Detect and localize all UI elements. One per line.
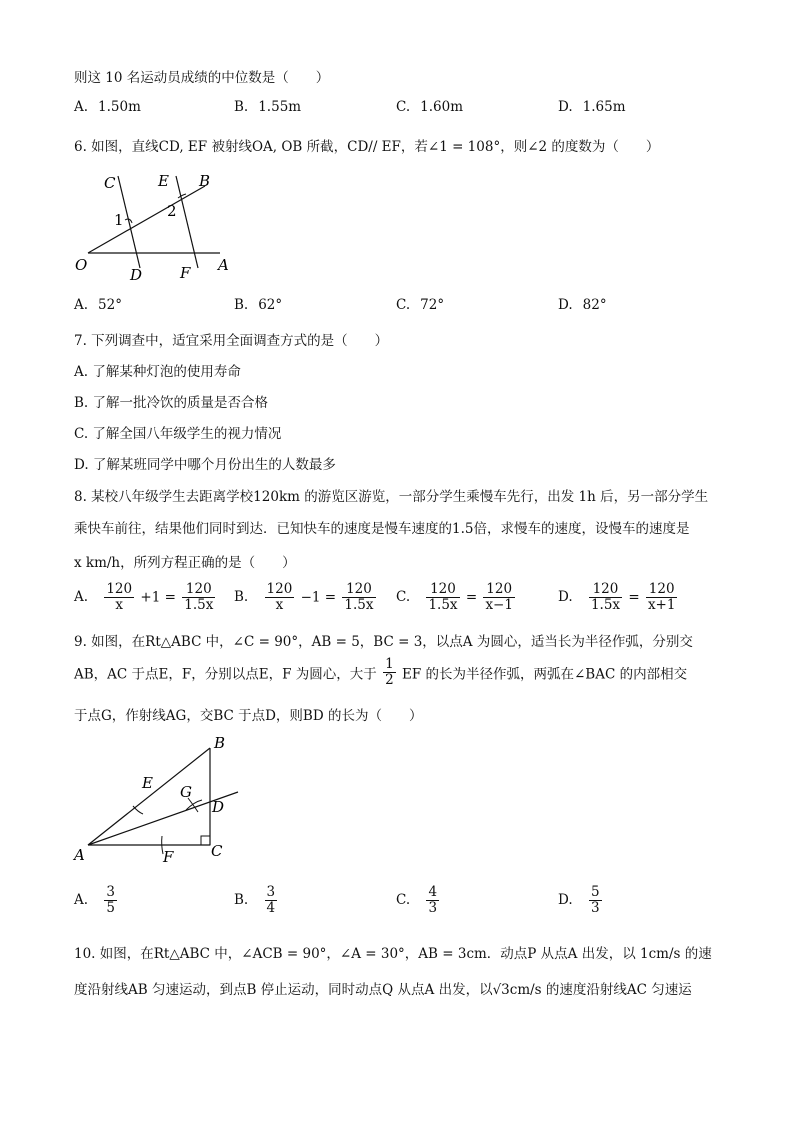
q6-figure <box>70 168 250 288</box>
q6-stem: 6. 如图，直线CD, EF 被射线OA, OB 所截，CD// EF，若∠1 = 108°，则∠2 的度数为（ ） <box>74 139 660 155</box>
q7-option-b: B. 了解一批冷饮的质量是否合格 <box>74 395 269 411</box>
q10-line-1: 10. 如图，在Rt△ABC 中，∠ACB = 90°，∠A = 30°，AB = 3cm．动点P 从点A 出发，以 1cm/s 的速 <box>74 946 712 962</box>
q5-option-a: A. 1.50m <box>74 99 141 115</box>
q6-label-f: F <box>180 264 191 282</box>
q5-option-c: C. 1.60m <box>396 99 464 115</box>
q9-label-d: D <box>212 798 225 816</box>
q5-option-b: B. 1.55m <box>234 99 302 115</box>
q8-line-3: x km/h，所列方程正确的是（ ） <box>74 555 296 571</box>
q9-label-g: G <box>180 783 192 801</box>
q9-label-f: F <box>163 848 174 866</box>
q8-line-2: 乘快车前往，结果他们同时到达．已知快车的速度是慢车速度的1.5倍，求慢车的速度，设慢车的速度是 <box>74 521 690 537</box>
q8-option-d: D. $\frac{120}{1.5x}$ = $\frac{120}{x+1}$ <box>558 581 676 613</box>
q9-figure <box>70 730 260 870</box>
q7-option-a: A. 了解某种灯泡的使用寿命 <box>74 364 241 380</box>
q9-option-d: D. $\frac{5}{3}$ <box>558 884 600 916</box>
q7-stem: 7. 下列调查中，适宜采用全面调查方式的是（ ） <box>74 333 389 349</box>
q6-label-c: C <box>104 174 116 192</box>
q6-label-o: O <box>75 256 88 274</box>
q9-label-b: B <box>214 734 226 752</box>
q9-option-c: C. $\frac{4}{3}$ <box>396 884 438 916</box>
q9-line-1: 9. 如图，在Rt△ABC 中，∠C = 90°，AB = 5，BC = 3，以点A 为圆心，适当长为半径作弧，分别交 <box>74 634 693 650</box>
q9-label-c: C <box>211 842 223 860</box>
q6-option-b: B. 62° <box>234 297 283 313</box>
q6-label-b: B <box>199 172 211 190</box>
q10-line-2: 度沿射线AB 匀速运动，到点B 停止运动，同时动点Q 从点A 出发，以√3cm/s 的速度沿射线AC 匀速运 <box>74 982 692 998</box>
q9-option-b: B. $\frac{3}{4}$ <box>234 884 276 916</box>
q8-option-b: B. $\frac{120}{x}$ −1 = $\frac{120}{1.5x}$ <box>234 581 374 613</box>
q7-option-c: C. 了解全国八年级学生的视力情况 <box>74 426 282 442</box>
q6-label-d: D <box>130 266 143 284</box>
q5-option-d: D. 1.65m <box>558 99 626 115</box>
q6-option-a: A. 52° <box>74 297 122 313</box>
q9-label-e: E <box>142 774 153 792</box>
q7-option-d: D. 了解某班同学中哪个月份出生的人数最多 <box>74 457 336 473</box>
q9-label-a: A <box>74 846 85 864</box>
q9-line-2: AB，AC 于点E，F，分别以点E，F 为圆心，大于 $\frac{1}{2}$ EF 的长为半径作弧，两弧在∠BAC 的内部相交 <box>74 656 688 688</box>
q6-option-d: D. 82° <box>558 297 607 313</box>
q8-option-a: A. $\frac{120}{x}$ +1 = $\frac{120}{1.5x}$ <box>74 581 214 613</box>
q6-option-c: C. 72° <box>396 297 445 313</box>
q9-line-3: 于点G，作射线AG，交BC 于点D，则BD 的长为（ ） <box>74 708 423 724</box>
q5-stem: 则这 10 名运动员成绩的中位数是（ ） <box>74 70 330 86</box>
q6-label-a: A <box>218 256 229 274</box>
q6-label-e: E <box>158 172 169 190</box>
q6-label-2: 2 <box>167 202 177 220</box>
q6-label-1: 1 <box>114 211 124 229</box>
q8-line-1: 8. 某校八年级学生去距离学校120km 的游览区游览，一部分学生乘慢车先行，出发 1h 后，另一部分学生 <box>74 489 709 505</box>
q9-option-a: A. $\frac{3}{5}$ <box>74 884 115 916</box>
q8-option-c: C. $\frac{120}{1.5x}$ = $\frac{120}{x-1}$ <box>396 581 513 613</box>
